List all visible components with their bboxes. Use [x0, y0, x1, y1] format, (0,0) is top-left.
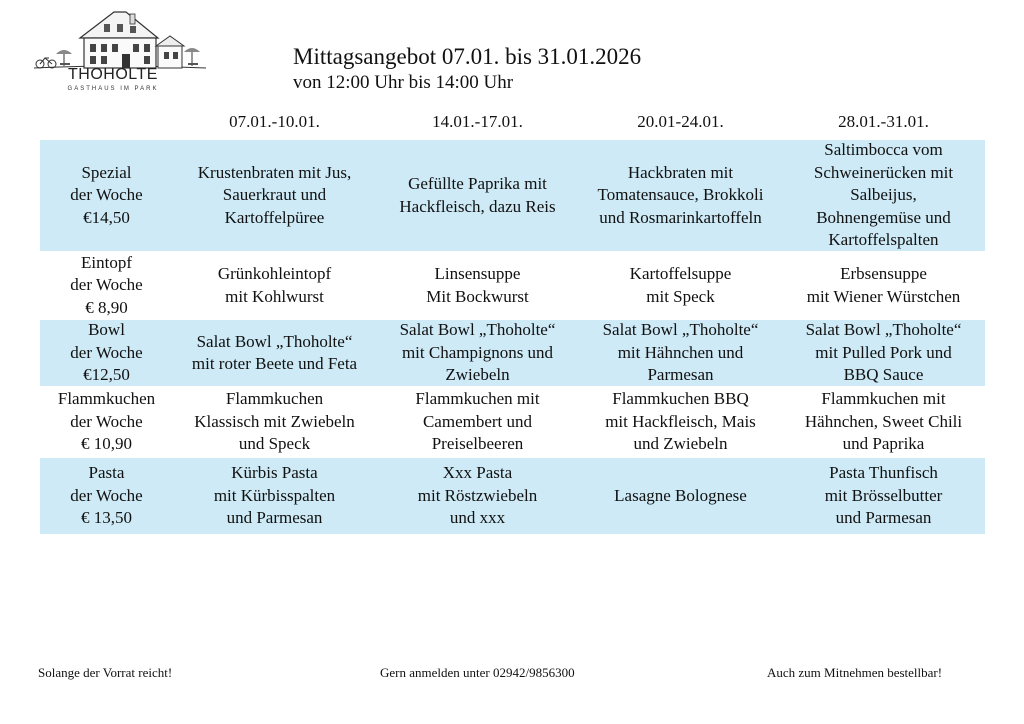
menu-table	[40, 104, 985, 537]
footer-note-supply: Solange der Vorrat reicht!	[38, 665, 173, 680]
dish-cell: Hackbraten mit Tomatensauce, Brokkoli und Rosmarinkartoffeln	[597, 162, 764, 227]
dish-cell: Salat Bowl „Thoholte“ mit Champignons und Zwiebeln	[399, 320, 556, 385]
logo	[34, 8, 206, 100]
page-title: Mittagsangebot 07.01. bis 31.01.2026	[293, 44, 642, 69]
category-cell: Eintopf der Woche € 8,90	[70, 252, 143, 317]
dish-cell: Saltimbocca vom Schweinerücken mit Salbeijus, Bohnengemüse und Kartoffelspalten	[813, 140, 954, 250]
menu-row-eintopf	[40, 254, 985, 320]
dish-cell: Salat Bowl „Thoholte“ mit roter Beete und Feta	[191, 331, 358, 373]
dish-cell: Flammkuchen mit Hähnchen, Sweet Chili und Paprika	[804, 389, 963, 454]
week-header-row	[40, 104, 985, 140]
dish-cell: Salat Bowl „Thoholte“ mit Hähnchen und Parmesan	[602, 320, 759, 385]
dish-cell: Xxx Pasta mit Röstzwiebeln und xxx	[417, 463, 538, 528]
category-cell: Spezial der Woche €14,50	[70, 162, 143, 227]
page-subtitle: von 12:00 Uhr bis 14:00 Uhr	[293, 72, 514, 93]
dish-cell: Kürbis Pasta mit Kürbisspalten und Parmesan	[213, 463, 336, 528]
week-header: 28.01.-31.01.	[838, 111, 929, 131]
dish-cell: Salat Bowl „Thoholte“ mit Pulled Pork und BBQ Sauce	[805, 320, 962, 385]
dish-cell: Gefüllte Paprika mit Hackfleisch, dazu Reis	[399, 174, 556, 216]
week-header: 20.01-24.01.	[637, 111, 724, 131]
dish-cell: Flammkuchen Klassisch mit Zwiebeln und Speck	[194, 389, 355, 454]
menu-row-bowl	[40, 320, 985, 389]
logo-subtitle: GASTHAUS IM PARK	[67, 86, 159, 92]
category-cell: Bowl der Woche €12,50	[70, 320, 143, 385]
logo-name: THOHOLTE	[68, 66, 158, 83]
category-cell: Flammkuchen der Woche € 10,90	[57, 389, 156, 454]
dish-cell: Lasagne Bolognese	[614, 485, 747, 505]
week-header: 07.01.-10.01.	[229, 111, 320, 131]
menu-row-pasta	[40, 458, 985, 537]
header-empty-cell	[40, 104, 173, 140]
menu-row-spezial	[40, 140, 985, 254]
dish-cell: Erbsensuppe mit Wiener Würstchen	[806, 264, 961, 306]
week-header: 14.01.-17.01.	[432, 111, 523, 131]
dish-cell: Flammkuchen mit Camembert und Preiselbeeren	[415, 389, 540, 454]
category-cell: Pasta der Woche € 13,50	[70, 463, 143, 528]
dish-cell: Kartoffelsuppe mit Speck	[629, 264, 732, 306]
menu-row-flammkuchen	[40, 389, 985, 458]
dish-cell: Krustenbraten mit Jus, Sauerkraut und Kartoffelpüree	[197, 162, 352, 227]
footer-takeaway: Auch zum Mitnehmen bestellbar!	[767, 665, 943, 680]
dish-cell: Grünkohleintopf mit Kohlwurst	[217, 264, 332, 306]
dish-cell: Flammkuchen BBQ mit Hackfleisch, Mais und Zwiebeln	[605, 389, 756, 454]
footer-phone: Gern anmelden unter 02942/9856300	[380, 665, 575, 680]
dish-cell: Pasta Thunfisch mit Brösselbutter und Parmesan	[824, 463, 943, 528]
dish-cell: Linsensuppe Mit Bockwurst	[426, 264, 529, 306]
